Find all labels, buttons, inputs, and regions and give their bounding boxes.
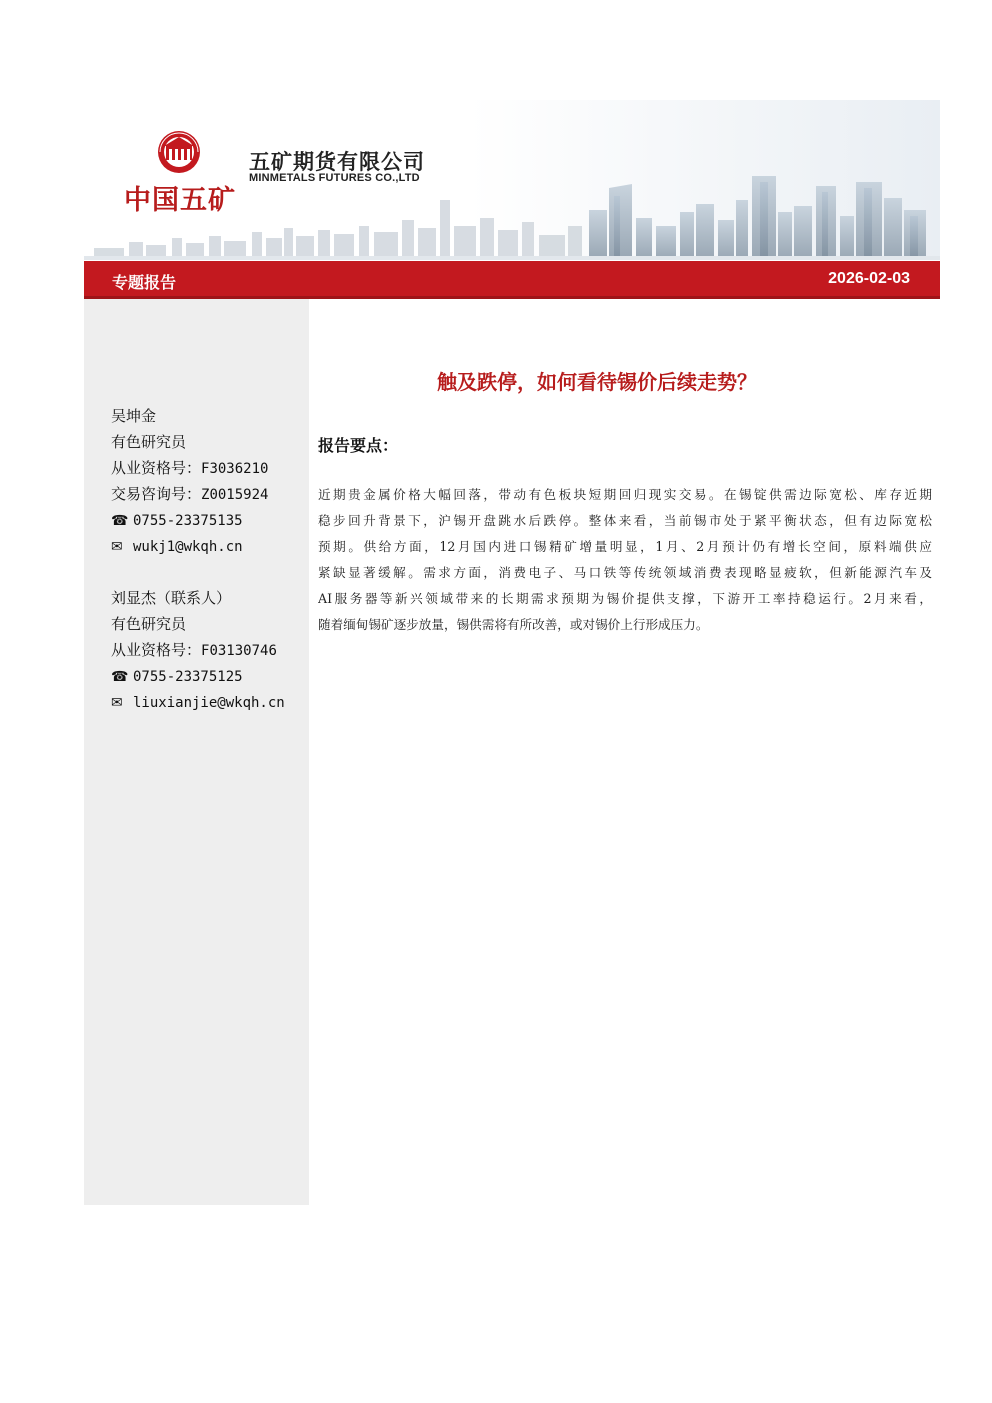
brand-name-chinese: 中国五矿 <box>124 185 236 216</box>
summary-line: 随着缅甸锡矿逐步放量，锡供需将有所改善，或对锡价上行形成压力。 <box>318 617 709 632</box>
summary-line: 近期贵金属价格大幅回落，带动有色板块短期回归现实交易。在锡锭供需边际宽松、库存近期 <box>318 487 932 502</box>
analyst-name: 吴坤金 <box>111 407 157 425</box>
analyst-certificate: 从业资格号：F03130746 <box>111 641 277 659</box>
summary-line: 预期。供给方面，12月国内进口锡精矿增量明显，1月、2月预计仍有增长空间，原料端供应 <box>318 539 932 554</box>
analyst-role: 有色研究员 <box>111 433 187 451</box>
analyst-card <box>111 403 268 559</box>
analyst-email[interactable]: ✉ liuxianjie@wkqh.cn <box>111 689 285 715</box>
analyst-name: 刘显杰（联系人） <box>111 589 232 607</box>
summary-line: 稳步回升背景下，沪锡开盘跳水后跌停。整体来看，当前锡市处于紧平衡状态，但有边际宽松 <box>318 513 932 528</box>
analyst-sidebar <box>84 299 309 1205</box>
report-type-label: 专题报告 <box>112 273 177 292</box>
summary-heading: 报告要点： <box>318 436 399 455</box>
email-icon: ✉ <box>111 695 123 711</box>
analyst-card <box>111 585 285 715</box>
analyst-phone: ☎ 0755-23375135 <box>111 507 268 533</box>
summary-line: AI服务器等新兴领域带来的长期需求预期为锡价提供支撑，下游开工率持稳运行。2月来看， <box>318 591 932 606</box>
phone-icon: ☎ <box>111 669 129 685</box>
analyst-phone: ☎ 0755-23375125 <box>111 663 285 689</box>
phone-icon: ☎ <box>111 513 129 529</box>
report-date: 2026-02-03 <box>828 270 910 287</box>
analyst-email[interactable]: ✉ wukj1@wkqh.cn <box>111 533 268 559</box>
company-name-chinese: 五矿期货有限公司 <box>249 150 425 174</box>
report-title: 触及跌停，如何看待锡价后续走势？ <box>437 370 757 394</box>
analyst-role: 有色研究员 <box>111 615 187 633</box>
email-icon: ✉ <box>111 539 123 555</box>
summary-paragraph <box>318 482 932 638</box>
report-banner <box>84 261 940 299</box>
company-name-english: MINMETALS FUTURES CO.,LTD <box>249 172 420 184</box>
report-header <box>84 100 940 260</box>
summary-line: 紧缺显著缓解。需求方面，消费电子、马口铁等传统领域消费表现略显疲软，但新能源汽车及 <box>318 565 932 580</box>
analyst-certificate: 从业资格号：F3036210 <box>111 459 269 477</box>
analyst-consult-number: 交易咨询号：Z0015924 <box>111 485 269 503</box>
